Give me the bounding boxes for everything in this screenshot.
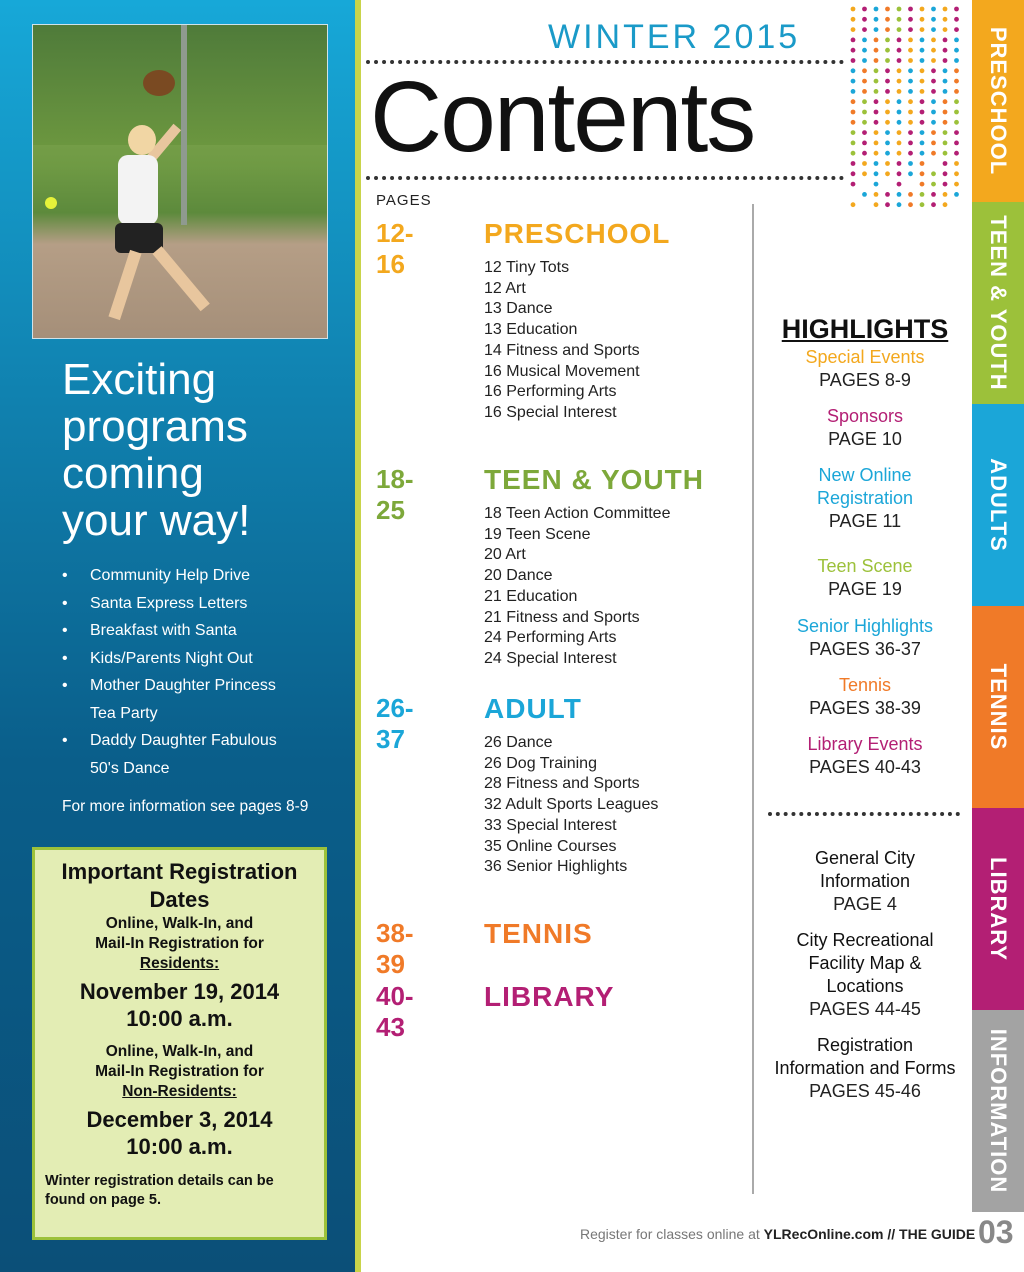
dotted-divider	[768, 812, 960, 816]
decorative-dot	[862, 48, 867, 53]
list-item: • Mother Daughter Princess Tea Party	[62, 672, 352, 727]
section-range: 38-39	[376, 918, 414, 979]
decorative-dot	[943, 27, 948, 32]
decorative-dot	[885, 27, 890, 32]
highlight-name: Tennis	[838, 675, 892, 695]
decorative-dot	[908, 171, 913, 176]
decorative-dot	[885, 120, 890, 125]
decorative-dot	[874, 171, 879, 176]
decorative-dot	[851, 110, 856, 115]
decorative-dot	[885, 89, 890, 94]
decorative-dot	[897, 27, 902, 32]
decorative-dot	[908, 141, 913, 146]
list-item: 12 Tiny Tots	[484, 259, 570, 276]
decorative-dot	[851, 48, 856, 53]
decorative-dot	[874, 192, 879, 197]
section-name[interactable]: TENNIS	[484, 918, 593, 949]
decorative-dot	[931, 68, 936, 73]
decorative-dot	[931, 182, 936, 187]
list-item: 16 Musical Movement	[484, 362, 640, 380]
decorative-dot	[851, 58, 856, 63]
decorative-dot	[908, 120, 913, 125]
decorative-dot	[954, 130, 959, 135]
decorative-dot	[885, 171, 890, 176]
decorative-dot	[954, 89, 959, 94]
list-item: 12 Art	[484, 279, 526, 297]
decorative-dot	[908, 58, 913, 63]
decorative-dot	[885, 151, 890, 156]
nonresidents-time: 10:00 a.m.	[126, 1134, 233, 1159]
decorative-dot	[908, 110, 913, 115]
nonresidents-date: December 3, 2014	[86, 1107, 273, 1132]
decorative-dot	[851, 99, 856, 104]
list-item: 18 Teen Action Committee	[484, 505, 671, 522]
section-items	[484, 504, 670, 670]
decorative-dot	[943, 79, 948, 84]
highlight-pages: PAGES 36-37	[809, 639, 921, 659]
list-item: 24 Special Interest	[484, 649, 617, 667]
decorative-dot	[931, 79, 936, 84]
decorative-dot	[862, 141, 867, 146]
decorative-dot	[897, 7, 902, 12]
decorative-dot	[862, 38, 867, 43]
decorative-dot	[851, 27, 856, 32]
decorative-dot	[862, 68, 867, 73]
decorative-dot	[874, 141, 879, 146]
decorative-dot	[954, 7, 959, 12]
decorative-dot	[897, 17, 902, 22]
decorative-dot	[851, 38, 856, 43]
decorative-dot	[943, 192, 948, 197]
list-item: 13 Education	[484, 321, 578, 339]
section-items	[484, 258, 640, 424]
decorative-dot	[943, 182, 948, 187]
decorative-dot	[851, 120, 856, 125]
decorative-dot	[943, 110, 948, 115]
highlight-item[interactable]	[770, 405, 960, 451]
decorative-dot	[920, 89, 925, 94]
decorative-dot	[908, 202, 913, 207]
registration-note: Winter registration details can be found on page 5.	[45, 1173, 274, 1208]
decorative-dot	[862, 110, 867, 115]
decorative-dot	[931, 151, 936, 156]
info-item[interactable]: General City Information PAGE 4	[814, 848, 916, 914]
list-item: 33 Special Interest	[484, 816, 617, 834]
decorative-dot	[931, 38, 936, 43]
highlight-name: Teen Scene	[817, 556, 913, 576]
decorative-dot	[954, 79, 959, 84]
decorative-dot	[943, 141, 948, 146]
highlight-item[interactable]	[770, 615, 960, 661]
info-item[interactable]: Registration Information and Forms PAGES 45-46	[774, 1035, 956, 1101]
decorative-dot	[897, 68, 902, 73]
tab-information[interactable]: INFORMATION	[972, 1010, 1024, 1212]
decorative-dot	[862, 120, 867, 125]
decorative-dot	[874, 38, 879, 43]
decorative-dot	[954, 68, 959, 73]
list-item: 24 Performing Arts	[484, 629, 617, 647]
decorative-dot	[908, 38, 913, 43]
decorative-dot	[954, 110, 959, 115]
decorative-dot	[920, 141, 925, 146]
decorative-dot	[874, 130, 879, 135]
decorative-dot	[885, 130, 890, 135]
decorative-dot	[874, 110, 879, 115]
dotted-divider	[366, 176, 844, 180]
highlights-title: HIGHLIGHTS	[781, 314, 949, 344]
decorative-dot	[931, 171, 936, 176]
page-number: 03	[978, 1214, 1014, 1250]
season-label: WINTER 2015	[548, 18, 801, 56]
decorative-dot	[874, 7, 879, 12]
decorative-dot	[851, 7, 856, 12]
list-item: 16 Special Interest	[484, 403, 617, 421]
decorative-dot	[874, 151, 879, 156]
decorative-dot	[943, 130, 948, 135]
highlight-name: New Online Registration	[816, 465, 914, 508]
decorative-dot	[920, 161, 925, 166]
footer-text: Register for classes online at YLRecOnline.com // THE GUIDE	[580, 1226, 976, 1242]
decorative-dot	[885, 99, 890, 104]
decorative-dot	[862, 130, 867, 135]
decorative-dot	[943, 171, 948, 176]
list-item: • Kids/Parents Night Out	[62, 645, 352, 673]
highlight-pages: PAGE 19	[828, 579, 902, 599]
decorative-dot	[908, 79, 913, 84]
decorative-dot	[874, 48, 879, 53]
decorative-dot	[874, 58, 879, 63]
decorative-dot	[908, 99, 913, 104]
list-item: 28 Fitness and Sports	[484, 775, 640, 793]
decorative-dot	[943, 202, 948, 207]
decorative-dot	[885, 141, 890, 146]
decorative-dot	[851, 182, 856, 187]
decorative-dot	[885, 48, 890, 53]
decorative-dot	[920, 99, 925, 104]
highlight-pages: PAGES 38-39	[809, 698, 921, 718]
list-item: 20 Art	[484, 546, 526, 564]
decorative-dot	[920, 68, 925, 73]
decorative-dot	[862, 27, 867, 32]
decorative-dot	[862, 192, 867, 197]
decorative-dot	[874, 79, 879, 84]
decorative-dot	[908, 161, 913, 166]
decorative-dot	[897, 161, 902, 166]
decorative-dot	[874, 99, 879, 104]
decorative-dot	[897, 141, 902, 146]
decorative-dot	[931, 27, 936, 32]
decorative-dot	[851, 79, 856, 84]
decorative-dot	[920, 58, 925, 63]
section-name[interactable]: TEEN & YOUTH	[484, 464, 704, 495]
decorative-dot	[851, 161, 856, 166]
section-name[interactable]: ADULT	[484, 693, 582, 724]
decorative-dot	[954, 192, 959, 197]
info-item[interactable]: City Recreational Facility Map & Locations PAGES 44-45	[796, 930, 934, 1019]
sidebar-headline: Exciting programs coming your way!	[62, 355, 251, 545]
decorative-dot	[874, 89, 879, 94]
decorative-dot	[862, 151, 867, 156]
decorative-dot	[897, 89, 902, 94]
decorative-dot	[874, 161, 879, 166]
decorative-dot	[862, 89, 867, 94]
decorative-dot	[885, 110, 890, 115]
decorative-dot	[920, 192, 925, 197]
decorative-dot	[920, 182, 925, 187]
section-name[interactable]: LIBRARY	[484, 981, 615, 1012]
decorative-dot	[920, 130, 925, 135]
decorative-dot	[931, 17, 936, 22]
decorative-dot	[851, 202, 856, 207]
decorative-dot	[920, 202, 925, 207]
list-item: • Daddy Daughter Fabulous 50's Dance	[62, 727, 352, 782]
highlight-item[interactable]	[770, 733, 960, 779]
highlight-item[interactable]	[770, 346, 960, 392]
highlight-item[interactable]	[770, 464, 960, 533]
decorative-dot	[897, 79, 902, 84]
decorative-dot	[897, 48, 902, 53]
decorative-dot	[908, 48, 913, 53]
decorative-dot	[954, 58, 959, 63]
decorative-dot	[897, 58, 902, 63]
decorative-dot	[954, 151, 959, 156]
residents-date: November 19, 2014	[79, 979, 280, 1004]
list-item: 26 Dog Training	[484, 754, 597, 772]
list-item: 35 Online Courses	[484, 837, 617, 855]
decorative-dot	[862, 58, 867, 63]
softball-photo	[32, 24, 328, 339]
decorative-dot	[862, 79, 867, 84]
highlight-item[interactable]	[770, 555, 960, 601]
page-title: Contents	[370, 61, 755, 173]
section-items	[484, 733, 658, 878]
section-tabs	[972, 0, 1024, 1212]
decorative-dot	[851, 141, 856, 146]
section-range: 26-37	[376, 693, 414, 754]
highlight-pages: PAGES 8-9	[819, 370, 911, 390]
list-item: 13 Dance	[484, 300, 553, 318]
decorative-dot	[897, 151, 902, 156]
column-divider	[752, 204, 754, 1194]
list-item: 32 Adult Sports Leagues	[484, 796, 659, 814]
decorative-dot	[862, 17, 867, 22]
highlight-name: Sponsors	[826, 406, 904, 426]
decorative-dot	[851, 151, 856, 156]
decorative-dot	[943, 89, 948, 94]
list-item: 14 Fitness and Sports	[484, 341, 640, 359]
pages-column-label: PAGES	[376, 192, 432, 209]
tab-preschool[interactable]: PRESCHOOL	[972, 0, 1024, 202]
decorative-dot	[851, 130, 856, 135]
decorative-dot	[897, 38, 902, 43]
decorative-dot	[920, 48, 925, 53]
decorative-dot	[851, 171, 856, 176]
section-name[interactable]: PRESCHOOL	[484, 218, 671, 249]
decorative-dot	[897, 202, 902, 207]
decorative-dot	[908, 151, 913, 156]
list-item: 36 Senior Highlights	[484, 858, 628, 876]
highlight-pages: PAGE 10	[828, 429, 902, 449]
list-item: 26 Dance	[484, 734, 553, 751]
decorative-dot	[931, 99, 936, 104]
decorative-dot	[954, 27, 959, 32]
decorative-dot	[931, 89, 936, 94]
decorative-dot	[908, 192, 913, 197]
sidebar-edge	[355, 0, 361, 1272]
decorative-dot	[954, 171, 959, 176]
decorative-dot	[897, 192, 902, 197]
decorative-dot	[897, 120, 902, 125]
decorative-dot	[851, 17, 856, 22]
highlight-name: Special Events	[805, 347, 925, 367]
tab-library[interactable]: LIBRARY	[972, 808, 1024, 1010]
decorative-dot	[874, 27, 879, 32]
residents-time: 10:00 a.m.	[126, 1006, 233, 1031]
list-item: • Santa Express Letters	[62, 590, 352, 618]
decorative-dot	[885, 17, 890, 22]
decorative-dot	[897, 171, 902, 176]
decorative-dot	[851, 89, 856, 94]
decorative-dot	[874, 68, 879, 73]
decorative-dot	[897, 110, 902, 115]
event-list	[62, 562, 352, 782]
highlight-item[interactable]	[770, 674, 960, 720]
decorative-dot	[862, 161, 867, 166]
decorative-dot	[908, 17, 913, 22]
decorative-dot	[908, 27, 913, 32]
decorative-dot	[943, 48, 948, 53]
decorative-dot	[897, 99, 902, 104]
tab-teen-youth[interactable]: TEEN & YOUTH	[972, 202, 1024, 404]
decorative-dot	[920, 120, 925, 125]
list-item: 21 Fitness and Sports	[484, 608, 640, 626]
tab-tennis[interactable]: TENNIS	[972, 606, 1024, 808]
decorative-dot	[943, 151, 948, 156]
decorative-dot	[897, 130, 902, 135]
decorative-dot	[943, 58, 948, 63]
footer-site-link[interactable]: YLRecOnline.com	[763, 1226, 884, 1242]
decorative-dot	[908, 68, 913, 73]
section-range: 18-25	[376, 464, 414, 525]
decorative-dot	[931, 110, 936, 115]
decorative-dot	[954, 38, 959, 43]
decorative-dot	[885, 38, 890, 43]
list-item: • Community Help Drive	[62, 562, 352, 590]
decorative-dot	[920, 110, 925, 115]
decorative-dot	[874, 182, 879, 187]
decorative-dot	[897, 182, 902, 187]
decorative-dot	[862, 171, 867, 176]
decorative-dot	[908, 7, 913, 12]
decorative-dot	[943, 99, 948, 104]
decorative-dot	[885, 202, 890, 207]
decorative-dot	[954, 161, 959, 166]
registration-title: Important Registration Dates	[61, 859, 298, 912]
decorative-dot	[943, 161, 948, 166]
decorative-dot	[943, 17, 948, 22]
decorative-dot	[862, 7, 867, 12]
decorative-dot	[874, 120, 879, 125]
decorative-dot	[954, 99, 959, 104]
decorative-dot	[920, 79, 925, 84]
tab-adults[interactable]: ADULTS	[972, 404, 1024, 606]
list-item: • Breakfast with Santa	[62, 617, 352, 645]
decorative-dot	[920, 27, 925, 32]
decorative-dot	[851, 68, 856, 73]
section-range: 40-43	[376, 981, 414, 1042]
decorative-dot	[954, 17, 959, 22]
decorative-dot	[931, 202, 936, 207]
highlight-pages: PAGES 40-43	[809, 757, 921, 777]
section-range: 12-16	[376, 218, 414, 279]
decorative-dot	[954, 141, 959, 146]
highlight-name: Senior Highlights	[796, 616, 934, 636]
decorative-dot	[885, 68, 890, 73]
decorative-dot	[920, 38, 925, 43]
more-info-text: For more information see pages 8-9	[62, 798, 309, 815]
decorative-dot	[908, 89, 913, 94]
decorative-dot	[885, 58, 890, 63]
decorative-dot	[885, 161, 890, 166]
decorative-dot	[943, 120, 948, 125]
registration-box: Important Registration Dates Online, Walk-In, and Mail-In Registration for Residents: November 19, 2014 10:00 a.m. Online, Walk-In, and Mail-In Registration for Non-Residents: December 3, 2014 10:00 a.m. Winter registration details can be found on page 5.	[32, 847, 327, 1240]
decorative-dot	[920, 7, 925, 12]
list-item: 20 Dance	[484, 567, 553, 585]
decorative-dot	[931, 7, 936, 12]
decorative-dot	[931, 141, 936, 146]
decorative-dot	[862, 99, 867, 104]
decorative-dot	[943, 7, 948, 12]
decorative-dot	[874, 17, 879, 22]
decorative-dot	[920, 151, 925, 156]
decorative-dot	[943, 38, 948, 43]
decorative-dot	[874, 202, 879, 207]
decorative-dot	[908, 130, 913, 135]
decorative-dot	[954, 48, 959, 53]
highlight-pages: PAGE 11	[828, 511, 902, 531]
decorative-dot	[920, 17, 925, 22]
highlight-name: Library Events	[807, 734, 923, 754]
list-item: 19 Teen Scene	[484, 525, 591, 543]
decorative-dot	[885, 7, 890, 12]
decorative-dot	[885, 79, 890, 84]
decorative-dot	[954, 120, 959, 125]
decorative-dot	[943, 68, 948, 73]
decorative-dot	[931, 48, 936, 53]
decorative-dot	[954, 182, 959, 187]
decorative-dot	[931, 58, 936, 63]
decorative-dot	[920, 171, 925, 176]
list-item: 16 Performing Arts	[484, 383, 617, 401]
decorative-dot	[931, 192, 936, 197]
decorative-dot-grid	[848, 4, 964, 212]
decorative-dot	[885, 192, 890, 197]
decorative-dot	[931, 120, 936, 125]
list-item: 21 Education	[484, 587, 578, 605]
decorative-dot	[931, 130, 936, 135]
